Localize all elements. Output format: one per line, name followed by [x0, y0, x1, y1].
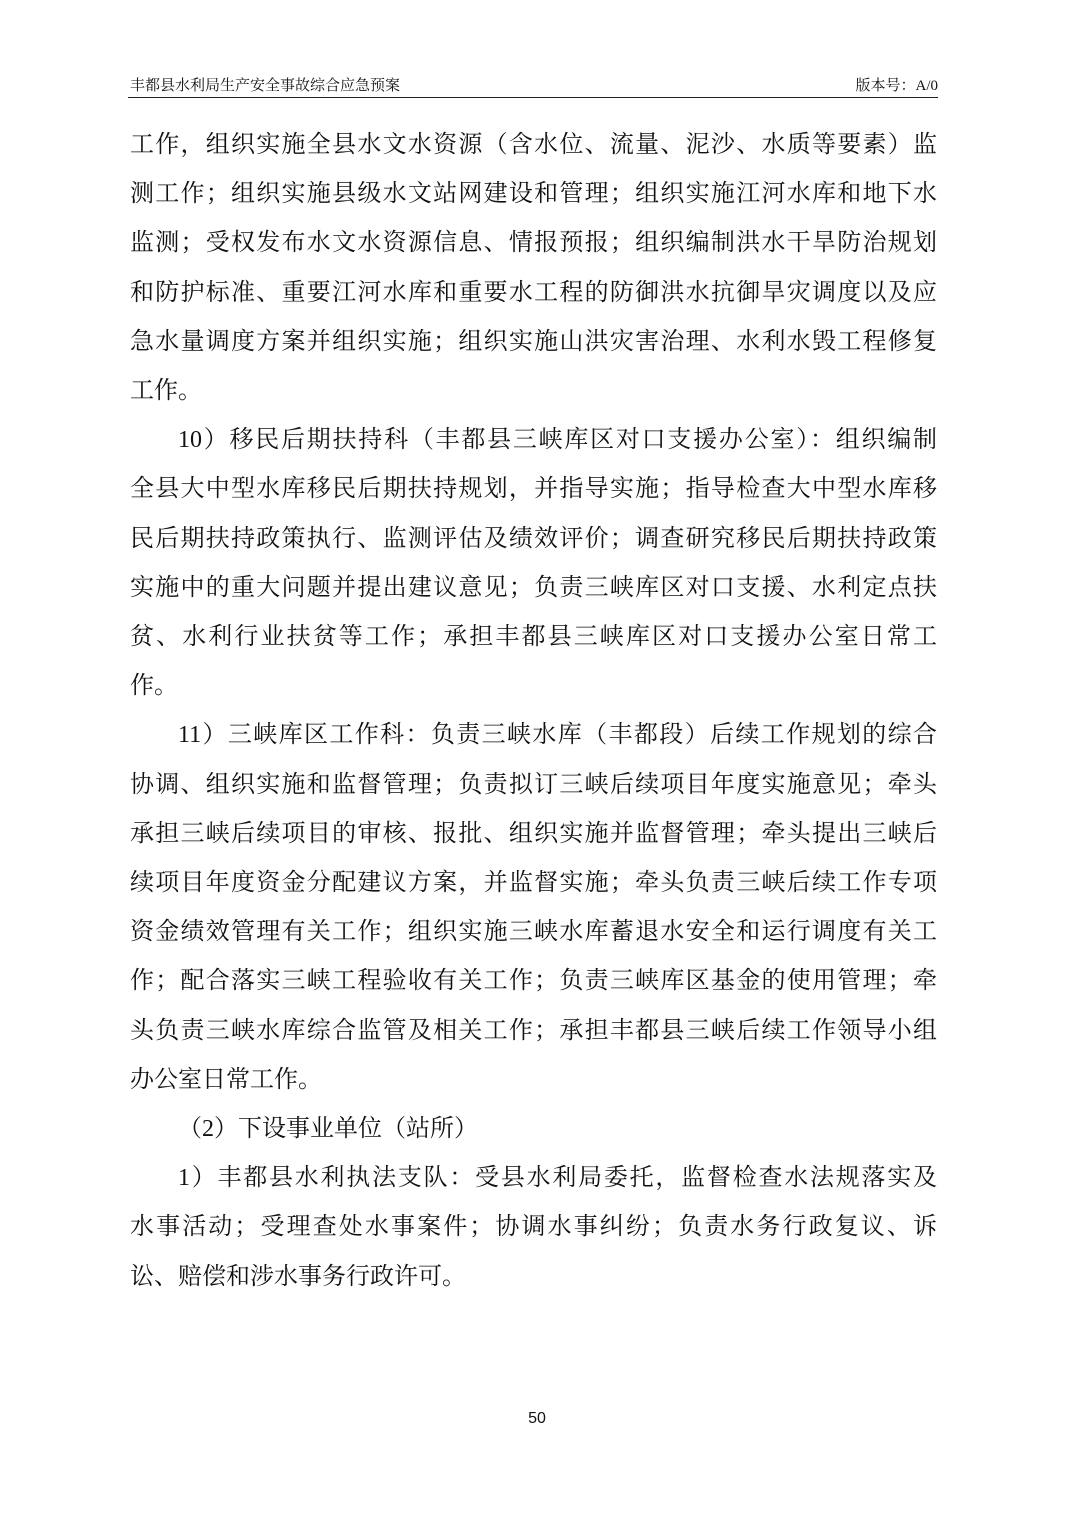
header-divider — [128, 97, 938, 98]
text-line: 民后期扶持政策执行、监测评估及绩效评价；调查研究移民后期扶持政策 — [130, 525, 937, 552]
text-line: 和防护标准、重要江河水库和重要水工程的防御洪水抗御旱灾调度以及应 — [130, 279, 937, 306]
text-line: 急水量调度方案并组织实施；组织实施山洪灾害治理、水利水毁工程修复 — [130, 328, 937, 355]
text-line: 作；配合落实三峡工程验收有关工作；负责三峡库区基金的使用管理；牵 — [130, 968, 937, 995]
version-number: 版本号：A/0 — [855, 78, 938, 94]
text-line: 承担三峡后续项目的审核、报批、组织实施并监督管理；牵头提出三峡后 — [130, 820, 937, 847]
document-title: 丰都县水利局生产安全事故综合应急预案 — [130, 78, 401, 94]
text-line: 10）移民后期扶持科（丰都县三峡库区对口支援办公室）：组织编制 — [178, 427, 937, 454]
text-line: 作。 — [130, 673, 178, 700]
text-line: 监测；受权发布水文水资源信息、情报预报；组织编制洪水干旱防治规划 — [130, 230, 937, 257]
text-line: 讼、赔偿和涉水事务行政许可。 — [130, 1263, 466, 1290]
text-line: 1）丰都县水利执法支队：受县水利局委托，监督检查水法规落实及 — [178, 1165, 937, 1192]
text-line: 协调、组织实施和监督管理；负责拟订三峡后续项目年度实施意见；牵头 — [130, 771, 937, 798]
text-line: 水事活动；受理查处水事案件；协调水事纠纷；负责水务行政复议、诉 — [130, 1214, 937, 1241]
text-line: 实施中的重大问题并提出建议意见；负责三峡库区对口支援、水利定点扶 — [130, 574, 937, 601]
page-number: 50 — [528, 1410, 546, 1427]
text-line: （2）下设事业单位（站所） — [178, 1116, 478, 1142]
text-line: 贫、水利行业扶贫等工作；承担丰都县三峡库区对口支援办公室日常工 — [130, 624, 937, 650]
text-line: 测工作；组织实施县级水文站网建设和管理；组织实施江河水库和地下水 — [130, 181, 937, 208]
text-line: 资金绩效管理有关工作；组织实施三峡水库蓄退水安全和运行调度有关工 — [130, 919, 937, 946]
text-line: 工作。 — [130, 378, 202, 404]
text-line: 头负责三峡水库综合监管及相关工作；承担丰都县三峡后续工作领导小组 — [130, 1017, 937, 1044]
text-line: 全县大中型水库移民后期扶持规划，并指导实施；指导检查大中型水库移 — [130, 476, 937, 503]
text-line: 11）三峡库区工作科：负责三峡水库（丰都段）后续工作规划的综合 — [178, 722, 937, 749]
text-line: 续项目年度资金分配建议方案，并监督实施；牵头负责三峡后续工作专项 — [130, 870, 937, 896]
text-line: 工作，组织实施全县水文水资源（含水位、流量、泥沙、水质等要素）监 — [130, 132, 937, 158]
text-line: 办公室日常工作。 — [130, 1066, 322, 1093]
